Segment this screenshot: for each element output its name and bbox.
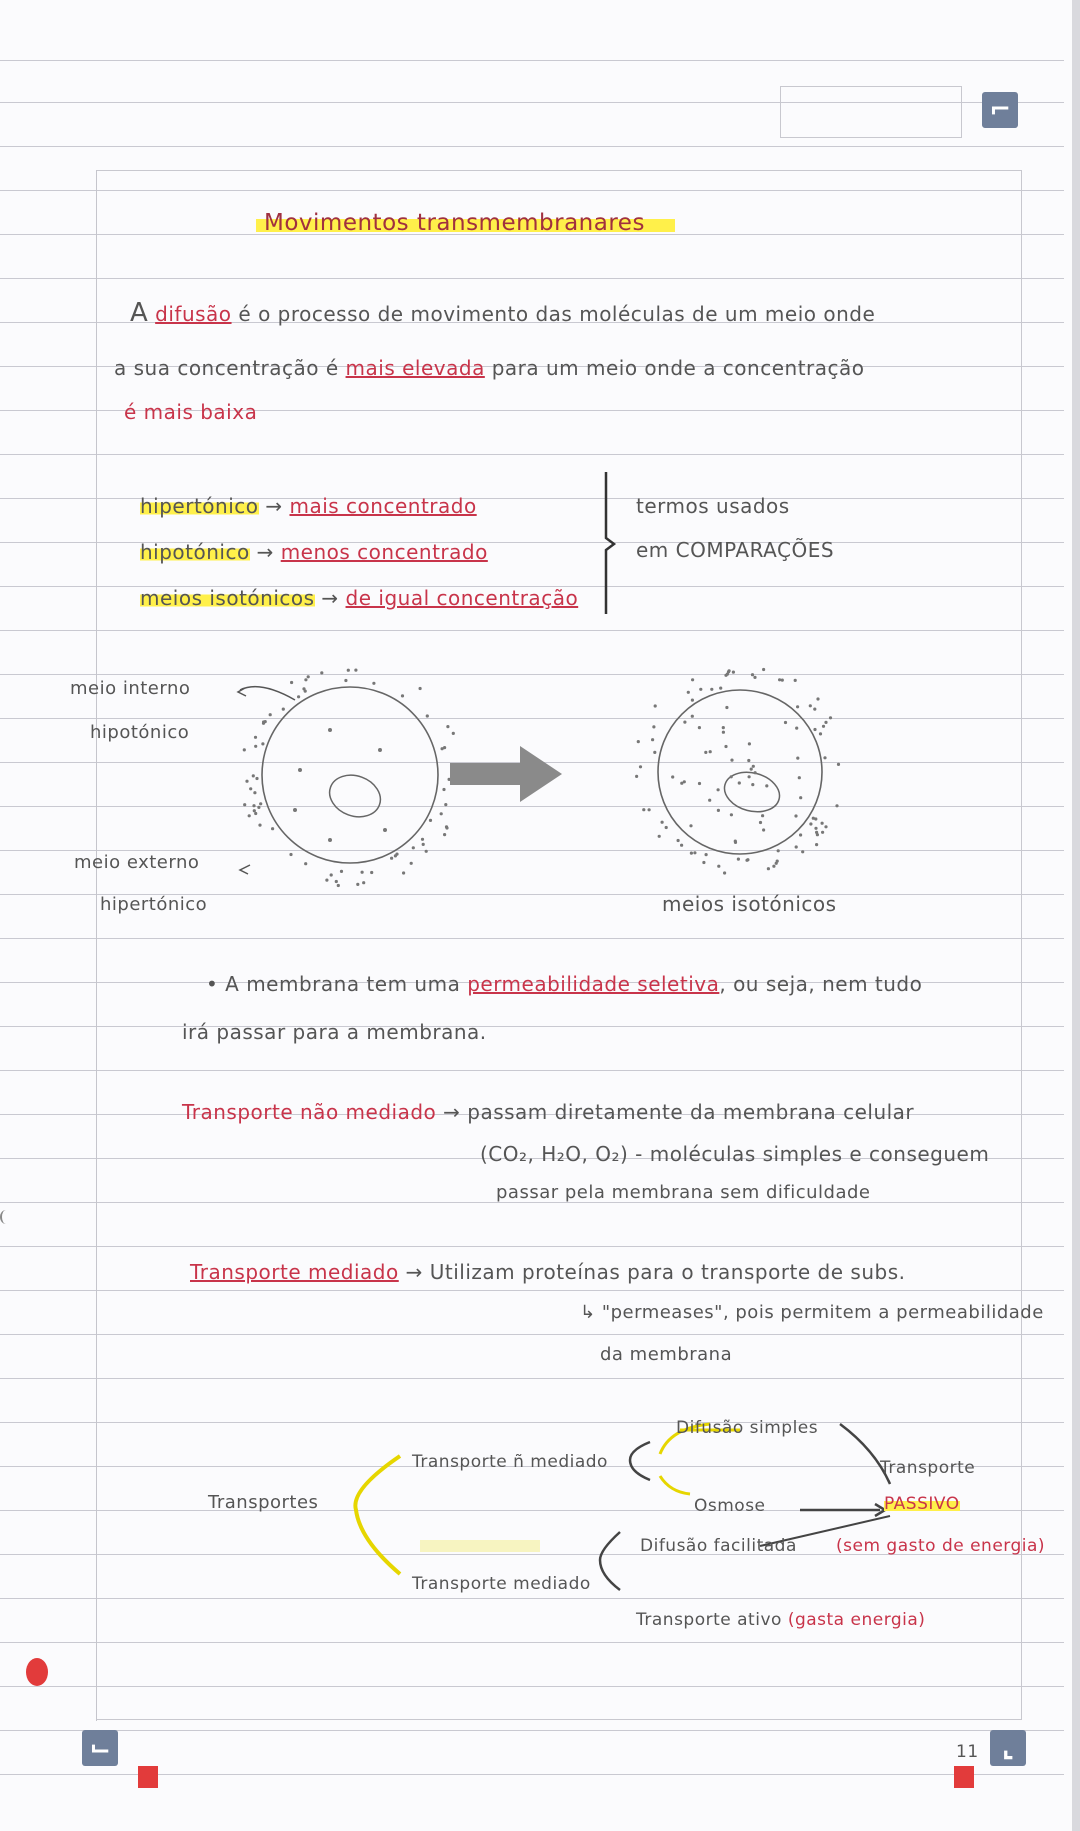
- solute-dot: [254, 736, 257, 739]
- solute-dot: [765, 784, 768, 787]
- nucleus-right: [720, 766, 784, 817]
- solute-dot: [356, 883, 359, 886]
- solute-dot: [648, 808, 651, 811]
- solute-dot: [814, 827, 817, 830]
- solute-dot: [737, 858, 740, 861]
- solute-dot: [652, 725, 655, 728]
- solute-dot: [724, 745, 727, 748]
- solute-dot: [651, 738, 654, 741]
- solute-dot: [762, 668, 765, 671]
- binder-mark: [0, 1210, 12, 1224]
- solute-dot: [677, 839, 680, 842]
- solute-dot: [307, 675, 310, 678]
- solute-dot: [745, 859, 748, 862]
- solute-dot: [271, 827, 274, 830]
- tree-non-mediated: Transporte ñ mediado: [412, 1452, 608, 1472]
- membrane-line-2: irá passar para a membrana.: [182, 1020, 487, 1044]
- solute-dot: [752, 765, 755, 768]
- solute-dot: [639, 765, 642, 768]
- solute-dot: [262, 720, 265, 723]
- root-brace: [355, 1456, 400, 1574]
- solute-dot: [753, 676, 756, 679]
- solute-dot: [637, 740, 640, 743]
- solute-dot: [390, 857, 393, 860]
- term-hypotonic: hipotónico → menos concentrado: [140, 540, 488, 564]
- solute-dot: [337, 884, 340, 887]
- solute-dot: [738, 781, 741, 784]
- page-number: 11: [956, 1742, 979, 1762]
- solute-dot: [254, 745, 257, 748]
- solute-dot: [794, 679, 797, 682]
- non-mediated-line-3: passar pela membrana sem dificuldade: [496, 1182, 871, 1203]
- solute-dot: [691, 715, 694, 718]
- intro-line-2: a sua concentração é mais elevada para um meio onde a concentração: [114, 356, 865, 380]
- solute-dot: [443, 746, 446, 749]
- tree-mediated: Transporte mediado: [412, 1574, 591, 1594]
- solute-dot: [282, 708, 285, 711]
- solute-dot: [751, 783, 754, 786]
- solute-dot: [728, 669, 731, 672]
- solute-dot: [255, 777, 258, 780]
- tree-leaf-facilitated: Difusão facilitada: [640, 1536, 797, 1556]
- solute-dot: [445, 826, 448, 829]
- solute-dot: [751, 673, 754, 676]
- tab-icon-left[interactable]: ⌙: [82, 1730, 118, 1766]
- solute-dot: [654, 704, 657, 707]
- solute-dot: [354, 669, 357, 672]
- solute-dot: [421, 838, 424, 841]
- transport-tree-lines: [330, 1410, 1030, 1640]
- solute-dot: [705, 853, 708, 856]
- red-marker-left: [138, 1766, 158, 1788]
- solute-dot: [361, 871, 364, 874]
- solute-dot: [799, 796, 802, 799]
- solute-dot: [816, 697, 819, 700]
- solute-dot: [698, 782, 701, 785]
- solute-dot: [822, 725, 825, 728]
- cell-diagram: [200, 660, 880, 890]
- solute-dot: [717, 809, 720, 812]
- solute-dot: [730, 775, 733, 778]
- solute-dot: [425, 850, 428, 853]
- solute-dot: [687, 691, 690, 694]
- solute-dot: [824, 721, 827, 724]
- solute-dot: [777, 849, 780, 852]
- solute-dot: [372, 682, 375, 685]
- tree-leaf-active: Transporte ativo (gasta energia): [636, 1610, 926, 1630]
- solute-dot: [767, 867, 770, 870]
- solute-dot: [290, 681, 293, 684]
- solute-dot: [304, 862, 307, 865]
- solute-dot: [775, 862, 778, 865]
- solute-dot: [837, 763, 840, 766]
- solute-dot: [344, 679, 347, 682]
- solute-dot: [452, 732, 455, 735]
- label-external-2: hipertónico: [100, 894, 208, 915]
- solute-dot: [289, 853, 292, 856]
- solute-dot: [691, 699, 694, 702]
- solute-dot: [722, 726, 725, 729]
- terms-brace: [596, 468, 620, 618]
- binder-ring: [26, 1658, 48, 1686]
- tree-passive-1: Transporte: [880, 1458, 976, 1478]
- solute-dot: [410, 862, 413, 865]
- solute-dot: [796, 757, 799, 760]
- non-mediated-line-2: (CO₂, H₂O, O₂) - moléculas simples e conseguem: [480, 1142, 990, 1166]
- solute-dot: [824, 825, 827, 828]
- solute-dot: [798, 776, 801, 779]
- solute-dot: [813, 728, 816, 731]
- solute-dot: [809, 822, 812, 825]
- tree-passive-2: PASSIVO: [884, 1494, 960, 1514]
- solute-dot: [252, 774, 255, 777]
- solute-dot: [795, 727, 798, 730]
- mediated-line-1: Transporte mediado → Utilizam proteínas para o transporte de subs.: [190, 1260, 906, 1284]
- cell-right: [658, 690, 822, 854]
- solute-dot: [252, 804, 255, 807]
- solute-dot: [370, 871, 373, 874]
- solute-dot: [248, 814, 251, 817]
- solute-dot: [709, 750, 712, 753]
- solute-dot: [748, 742, 751, 745]
- solute-dot: [710, 688, 713, 691]
- solute-dot: [821, 822, 824, 825]
- solute-dot: [642, 808, 645, 811]
- solute-dot: [330, 873, 333, 876]
- solute-dot: [796, 705, 799, 708]
- solute-dot: [297, 695, 300, 698]
- solute-dot: [269, 713, 272, 716]
- solute-dot: [762, 828, 765, 831]
- solute-dot: [653, 751, 656, 754]
- solute-dot: [717, 865, 720, 868]
- solute-dot: [325, 879, 328, 882]
- solute-dot: [690, 852, 693, 855]
- solute-dot: [809, 704, 812, 707]
- mediated-line-2: ↳ "permeases", pois permitem a permeabilidade: [580, 1302, 1044, 1323]
- solute-dot: [813, 708, 816, 711]
- solute-dot: [440, 812, 443, 815]
- solute-dot: [444, 803, 447, 806]
- solute-dot: [835, 804, 838, 807]
- nucleus-left: [324, 768, 387, 823]
- solute-dot: [725, 706, 728, 709]
- solute-dot: [302, 687, 305, 690]
- solute-dot: [680, 844, 683, 847]
- solute-dot: [249, 787, 252, 790]
- solute-dot: [335, 880, 338, 883]
- solute-dot: [658, 835, 661, 838]
- solute-dot: [795, 845, 798, 848]
- mediated-line-3: da membrana: [600, 1344, 733, 1365]
- solute-dot: [261, 742, 264, 745]
- solute-dot: [794, 814, 797, 817]
- solute-dot: [635, 775, 638, 778]
- solute-dot: [699, 688, 702, 691]
- solute-dot: [412, 846, 415, 849]
- solute-dot: [245, 780, 248, 783]
- solute-dot: [401, 694, 404, 697]
- solute-dot: [426, 714, 429, 717]
- solute-dot: [395, 853, 398, 856]
- solute-dot: [734, 841, 737, 844]
- solute-dot: [748, 775, 751, 778]
- ruled-line: [0, 1774, 1064, 1775]
- intro-line-3: é mais baixa: [124, 400, 258, 424]
- solute-dot: [253, 791, 256, 794]
- solute-dot: [829, 716, 832, 719]
- solute-dot: [253, 809, 256, 812]
- solute-dot: [784, 721, 787, 724]
- tree-leaf-simple: Difusão simples: [676, 1418, 819, 1438]
- solute-dot: [689, 824, 692, 827]
- solute-dot: [683, 780, 686, 783]
- label-isotonic: meios isotónicos: [662, 892, 837, 916]
- page-title: Movimentos transmembranares: [256, 210, 675, 236]
- solute-dot: [243, 803, 246, 806]
- solute-dot: [730, 813, 733, 816]
- solute-dot: [717, 788, 720, 791]
- label-internal-2: hipotónico: [90, 722, 190, 743]
- solute-dot: [698, 726, 701, 729]
- solute-dot: [304, 678, 307, 681]
- solute-dot: [778, 678, 781, 681]
- solute-dot: [823, 756, 826, 759]
- header-date-box: [780, 86, 962, 138]
- solute-dot: [671, 775, 674, 778]
- solute-dot: [258, 824, 261, 827]
- solute-dot: [708, 799, 711, 802]
- solute-dot: [815, 843, 818, 846]
- red-marker-right: [954, 1766, 974, 1788]
- arrow-to-internal: [240, 687, 295, 700]
- solute-dot: [750, 768, 753, 771]
- solute-dot: [799, 833, 802, 836]
- solute-dot: [816, 833, 819, 836]
- solute-dot: [812, 817, 815, 820]
- solute-dot: [254, 812, 257, 815]
- solute-dot: [704, 751, 707, 754]
- tree-leaf-osmosis: Osmose: [694, 1496, 766, 1516]
- margin-line: [96, 170, 97, 1721]
- solute-dot: [821, 831, 824, 834]
- tree-root: Transportes: [208, 1492, 319, 1513]
- terms-note-2: em COMPARAÇÕES: [636, 538, 835, 562]
- label-internal-1: meio interno: [70, 678, 191, 699]
- solute-dot: [259, 802, 262, 805]
- solute-dot: [819, 732, 822, 735]
- solute-dot: [402, 871, 405, 874]
- term-isotonic: meios isotónicos → de igual concentração: [140, 586, 579, 610]
- solute-dot: [761, 814, 764, 817]
- solute-dot: [722, 731, 725, 734]
- solute-dot: [257, 806, 260, 809]
- solute-dot: [422, 843, 425, 846]
- solute-dot: [243, 748, 246, 751]
- solute-dot: [747, 759, 750, 762]
- solute-dot: [446, 725, 449, 728]
- term-hypertonic: hipertónico → mais concentrado: [140, 494, 477, 518]
- solute-dot: [732, 671, 735, 674]
- solute-dot: [347, 669, 350, 672]
- solute-dot: [693, 851, 696, 854]
- solute-dot: [419, 687, 422, 690]
- solute-dot: [781, 679, 784, 682]
- solute-dot: [702, 861, 705, 864]
- terms-note-1: termos usados: [636, 494, 790, 518]
- solute-dot: [683, 721, 686, 724]
- solute-dot: [443, 833, 446, 836]
- solute-dot: [661, 821, 664, 824]
- membrane-line-1: • A membrana tem uma permeabilidade seletiva, ou seja, nem tudo: [206, 972, 923, 996]
- tab-icon-right[interactable]: ⌞: [990, 1730, 1026, 1766]
- solute-dot: [665, 826, 668, 829]
- solute-dot: [320, 671, 323, 674]
- solute-dot: [754, 771, 757, 774]
- solute-dot: [801, 850, 804, 853]
- non-mediated-brace: [630, 1442, 650, 1480]
- solute-dot: [730, 759, 733, 762]
- solute-dot: [723, 871, 726, 874]
- transition-arrow: [450, 746, 562, 802]
- solute-dot: [442, 788, 445, 791]
- solute-dot: [719, 687, 722, 690]
- intro-line-1: A difusão é o processo de movimento das moléculas de um meio onde: [130, 298, 876, 328]
- non-mediated-line-1: Transporte não mediado → passam diretamente da membrana celular: [182, 1100, 915, 1124]
- solute-dot: [772, 865, 775, 868]
- tree-passive-note: (sem gasto de energia): [836, 1536, 1046, 1556]
- solute-dot: [759, 821, 762, 824]
- solute-dot: [362, 881, 365, 884]
- mediated-brace: [600, 1532, 620, 1590]
- solute-dot: [724, 674, 727, 677]
- tab-icon[interactable]: ⌐: [982, 92, 1018, 128]
- arrow-to-external: [240, 865, 250, 874]
- label-external-1: meio externo: [74, 852, 200, 873]
- ruled-line: [0, 1730, 1064, 1731]
- solute-dot: [691, 678, 694, 681]
- solute-dot: [429, 819, 432, 822]
- solute-dot: [340, 870, 343, 873]
